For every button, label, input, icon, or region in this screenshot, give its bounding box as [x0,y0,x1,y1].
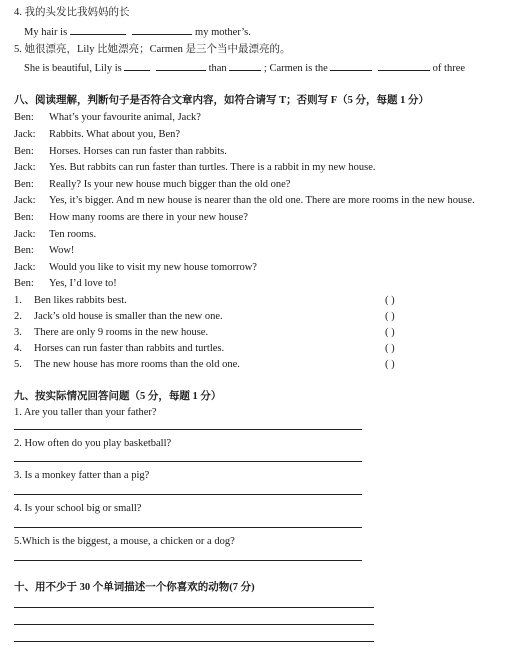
utterance: Yes, it’s bigger. And m new house is nearer than the old one. There are more rooms in the new house. [49,195,475,206]
question: 1. Are you taller than your father? [14,407,157,418]
question: 5.Which is the biggest, a mouse, a chicken or a dog? [14,536,235,547]
dialogue-line [14,277,117,290]
writing-line[interactable] [14,641,374,642]
answer-line[interactable] [14,494,362,495]
q5-english-part-b: than [208,63,227,74]
answer-line[interactable] [14,461,362,462]
answer-line[interactable] [14,527,362,528]
utterance: Wow! [49,245,75,256]
answer-parentheses[interactable]: ( ) [385,327,395,338]
answer-parentheses[interactable]: ( ) [385,359,395,370]
speaker: Ben: [14,146,34,157]
statement-text: Jack’s old house is smaller than the new one. [34,311,223,322]
speaker: Jack: [14,195,36,206]
dialogue-line [14,228,96,241]
statement-number: 4. [14,343,22,354]
dialogue-line [14,145,227,158]
dialogue-line [14,111,201,124]
q4-blank-2[interactable] [132,25,192,35]
q5-blank-4[interactable] [330,61,372,71]
utterance: Yes, I’d love to! [49,278,117,289]
utterance: Yes. But rabbits can run faster than turtles. There is a rabbit in my new house. [49,162,376,173]
statement-text: There are only 9 rooms in the new house. [34,327,209,338]
q4-english-start: My hair is [24,27,68,38]
section-9-heading: 九、按实际情况回答问题（5 分，每题 1 分） [14,391,222,402]
statement-text: Ben likes rabbits best. [34,295,127,306]
answer-parentheses[interactable]: ( ) [385,343,395,354]
speaker: Ben: [14,245,34,256]
statement-number: 1. [14,295,22,306]
q5-chinese: 5. 她很漂亮，Lily 比她漂亮；Carmen 是三个当中最漂亮的。 [14,44,291,55]
q4-english [24,25,251,39]
utterance: How many rooms are there in your new house? [49,212,248,223]
q5-english-part-a: She is beautiful, Lily is [24,63,122,74]
q5-blank-5[interactable] [378,61,430,71]
q5-blank-2[interactable] [156,61,206,71]
dialogue-line [14,261,257,274]
q5-english [24,61,465,75]
utterance: Ten rooms. [49,229,97,240]
answer-parentheses[interactable]: ( ) [385,311,395,322]
utterance: Would you like to visit my new house tomorrow? [49,262,257,273]
utterance: Horses. Horses can run faster than rabbits. [49,146,227,157]
q4-english-end: my mother’s. [195,27,251,38]
statement-text: The new house has more rooms than the old one. [34,359,240,370]
statement [14,310,223,323]
dialogue-line [14,211,248,224]
utterance: Rabbits. What about you, Ben? [49,129,181,140]
statement [14,342,224,355]
speaker: Ben: [14,278,34,289]
q4-blank-1[interactable] [70,25,126,35]
q5-english-part-d: of three [432,63,466,74]
section-8-heading: 八、阅读理解，判断句子是否符合文章内容，如符合请写 T；否则写 F（5 分，每题 1 分） [14,95,430,106]
answer-line[interactable] [14,429,362,430]
speaker: Jack: [14,129,36,140]
q5-english-part-c: ; Carmen is the [263,63,328,74]
writing-line[interactable] [14,624,374,625]
speaker: Jack: [14,262,36,273]
speaker: Ben: [14,212,34,223]
q5-blank-1[interactable] [124,61,150,71]
speaker: Jack: [14,229,36,240]
q4-chinese: 4. 我的头发比我妈妈的长 [14,7,130,18]
dialogue-line [14,178,290,191]
dialogue-line [14,194,475,207]
statement [14,294,127,307]
dialogue-line [14,244,74,257]
answer-parentheses[interactable]: ( ) [385,295,395,306]
q5-blank-3[interactable] [229,61,261,71]
question: 2. How often do you play basketball? [14,438,172,449]
statement-number: 2. [14,311,22,322]
utterance: Really? Is your new house much bigger than the old one? [49,179,291,190]
speaker: Ben: [14,179,34,190]
dialogue-line [14,128,180,141]
answer-line[interactable] [14,560,362,561]
question: 4. Is your school big or small? [14,503,142,514]
statement [14,326,208,339]
dialogue-line [14,161,376,174]
speaker: Ben: [14,112,34,123]
statement [14,358,240,371]
writing-line[interactable] [14,607,374,608]
utterance: What’s your favourite animal, Jack? [49,112,201,123]
section-10-heading: 十、用不少于 30 个单词描述一个你喜欢的动物(7 分) [14,582,255,593]
statement-text: Horses can run faster than rabbits and turtles. [34,343,225,354]
question: 3. Is a monkey fatter than a pig? [14,470,150,481]
speaker: Jack: [14,162,36,173]
statement-number: 3. [14,327,22,338]
statement-number: 5. [14,359,22,370]
